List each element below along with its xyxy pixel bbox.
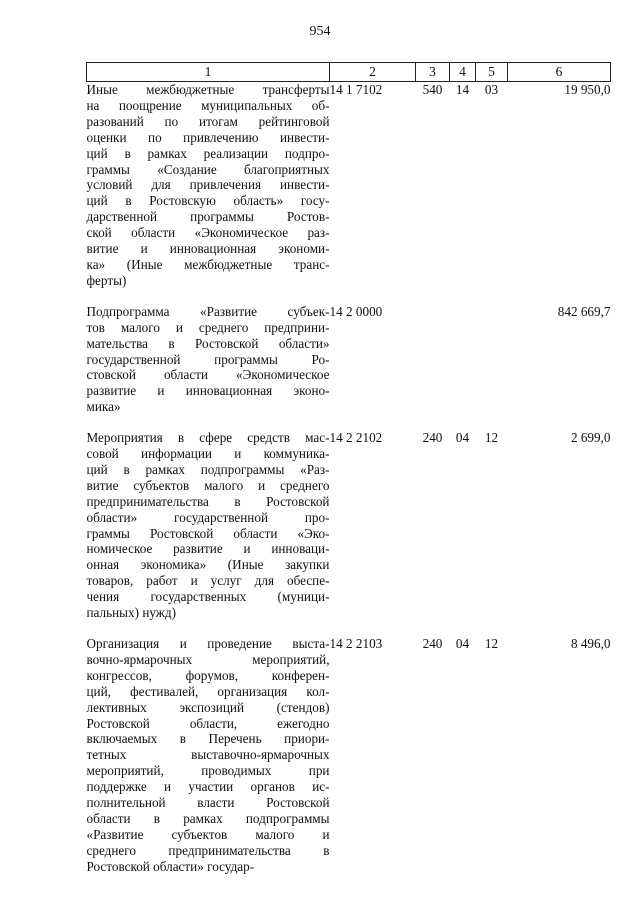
description-line: конгрессов, форумов, конферен- (86, 667, 330, 683)
description-line: онная экономика» (Иные закупки (86, 557, 330, 573)
description-line: ций, фестивалей, организация кол- (86, 683, 330, 699)
table-row (87, 304, 611, 430)
row-col5: 12 (484, 430, 499, 446)
header-cell-4: 4 (450, 63, 476, 82)
description-line: чения государственных (муници- (86, 589, 330, 605)
description-line: ций в рамках реализации подпро- (86, 145, 330, 161)
description-line: развитие и инновационная эконо- (86, 383, 330, 399)
row-amount: 19 950,0 (564, 82, 611, 97)
description-line: области в рамках подпрограммы (86, 810, 330, 826)
description-line: ской области «Экономическое раз- (86, 225, 330, 241)
header-cell-1: 1 (87, 63, 330, 82)
description-line: граммы «Создание благоприятных (86, 161, 330, 177)
row-code: 14 2 0000 (329, 303, 383, 319)
description-line: дарственной программы Ростов- (86, 209, 330, 225)
header-row (87, 63, 611, 82)
row-col4: 04 (455, 636, 470, 651)
description-line: «Развитие субъектов малого и (86, 826, 330, 842)
description-line: мероприятий, проводимых при (86, 763, 330, 779)
description-line: полнительной власти Ростовской (86, 795, 330, 811)
table-row (87, 82, 611, 304)
description-line: тов малого и среднего предприни- (86, 319, 330, 335)
header-cell-3: 3 (416, 63, 450, 82)
description-line: вочно-ярмарочных мероприятий, (86, 651, 330, 667)
description-line: пальных) нужд) (86, 605, 177, 621)
description-line: ферты) (86, 272, 127, 288)
description-line: лективных экспозиций (стендов) (86, 699, 330, 715)
description-line: граммы Ростовской области «Эко- (86, 525, 330, 541)
description-line: включаемых в Перечень приори- (86, 731, 330, 747)
row-col4 (450, 304, 476, 430)
table-row (87, 430, 611, 636)
row-code: 14 1 7102 (329, 82, 383, 97)
row-col3: 540 (422, 82, 443, 97)
header-cell-2: 2 (330, 63, 416, 82)
row-col5: 12 (484, 636, 499, 651)
description-line: оценки по привлечению инвести- (86, 129, 330, 145)
page-number: 954 (309, 24, 331, 39)
description-line: витие субъектов малого и среднего (86, 477, 330, 493)
description-line: Ростовской области, ежегодно (86, 715, 330, 731)
description-line: ций в рамках подпрограммы «Раз- (86, 461, 330, 477)
description-line: Мероприятия в сфере средств мас- (86, 430, 330, 446)
description-line: на поощрение муниципальных об- (86, 97, 330, 113)
description-line: предпринимательства в Ростовской (86, 493, 330, 509)
description-line: товаров, работ и услуг для обеспе- (86, 573, 330, 589)
description-line: разований по итогам рейтинговой (86, 113, 330, 129)
description-line: Ростовской области» государ- (86, 858, 255, 874)
description-line: тетных выставочно-ярмарочных (86, 747, 330, 763)
description-line: витие и инновационная экономи- (86, 241, 330, 257)
description-line: поддержке и участии органов ис- (86, 779, 330, 795)
table-row (87, 636, 611, 890)
row-description (87, 636, 330, 890)
description-line: номическое развитие и инноваци- (86, 541, 330, 557)
description-line: Иные межбюджетные трансферты (86, 82, 330, 97)
description-line: совой информации и коммуника- (86, 446, 330, 462)
description-line: государственной программы Ро- (86, 351, 330, 367)
description-line: ций в Ростовскую область» госу- (86, 193, 330, 209)
row-col3: 240 (422, 430, 443, 446)
description-line: ка» (Иные межбюджетные транс- (86, 256, 330, 272)
header-cell-6: 6 (508, 63, 611, 82)
header-cell-5: 5 (476, 63, 508, 82)
row-code: 14 2 2102 (329, 430, 383, 446)
description-line: стовской области «Экономическое (86, 367, 330, 383)
description-line: Организация и проведение выста- (86, 636, 330, 651)
row-amount: 2 699,0 (570, 430, 611, 446)
budget-table (86, 62, 611, 890)
row-description (87, 304, 330, 430)
description-line: мика» (86, 399, 121, 415)
description-line: мательства в Ростовской области» (86, 335, 330, 351)
row-description (87, 430, 330, 636)
row-col4: 14 (455, 82, 470, 97)
row-code: 14 2 2103 (329, 636, 383, 651)
row-col5: 03 (484, 82, 499, 97)
row-amount: 842 669,7 (557, 303, 611, 319)
row-col3 (416, 304, 450, 430)
row-description (87, 82, 330, 304)
row-col5 (476, 304, 508, 430)
row-col4: 04 (455, 430, 470, 446)
description-line: среднего предпринимательства в (86, 842, 330, 858)
description-line: области» государственной про- (86, 509, 330, 525)
description-line: условий для привлечения инвести- (86, 177, 330, 193)
row-amount: 8 496,0 (570, 636, 611, 651)
row-col3: 240 (422, 636, 443, 651)
description-line: Подпрограмма «Развитие субъек- (86, 303, 330, 319)
